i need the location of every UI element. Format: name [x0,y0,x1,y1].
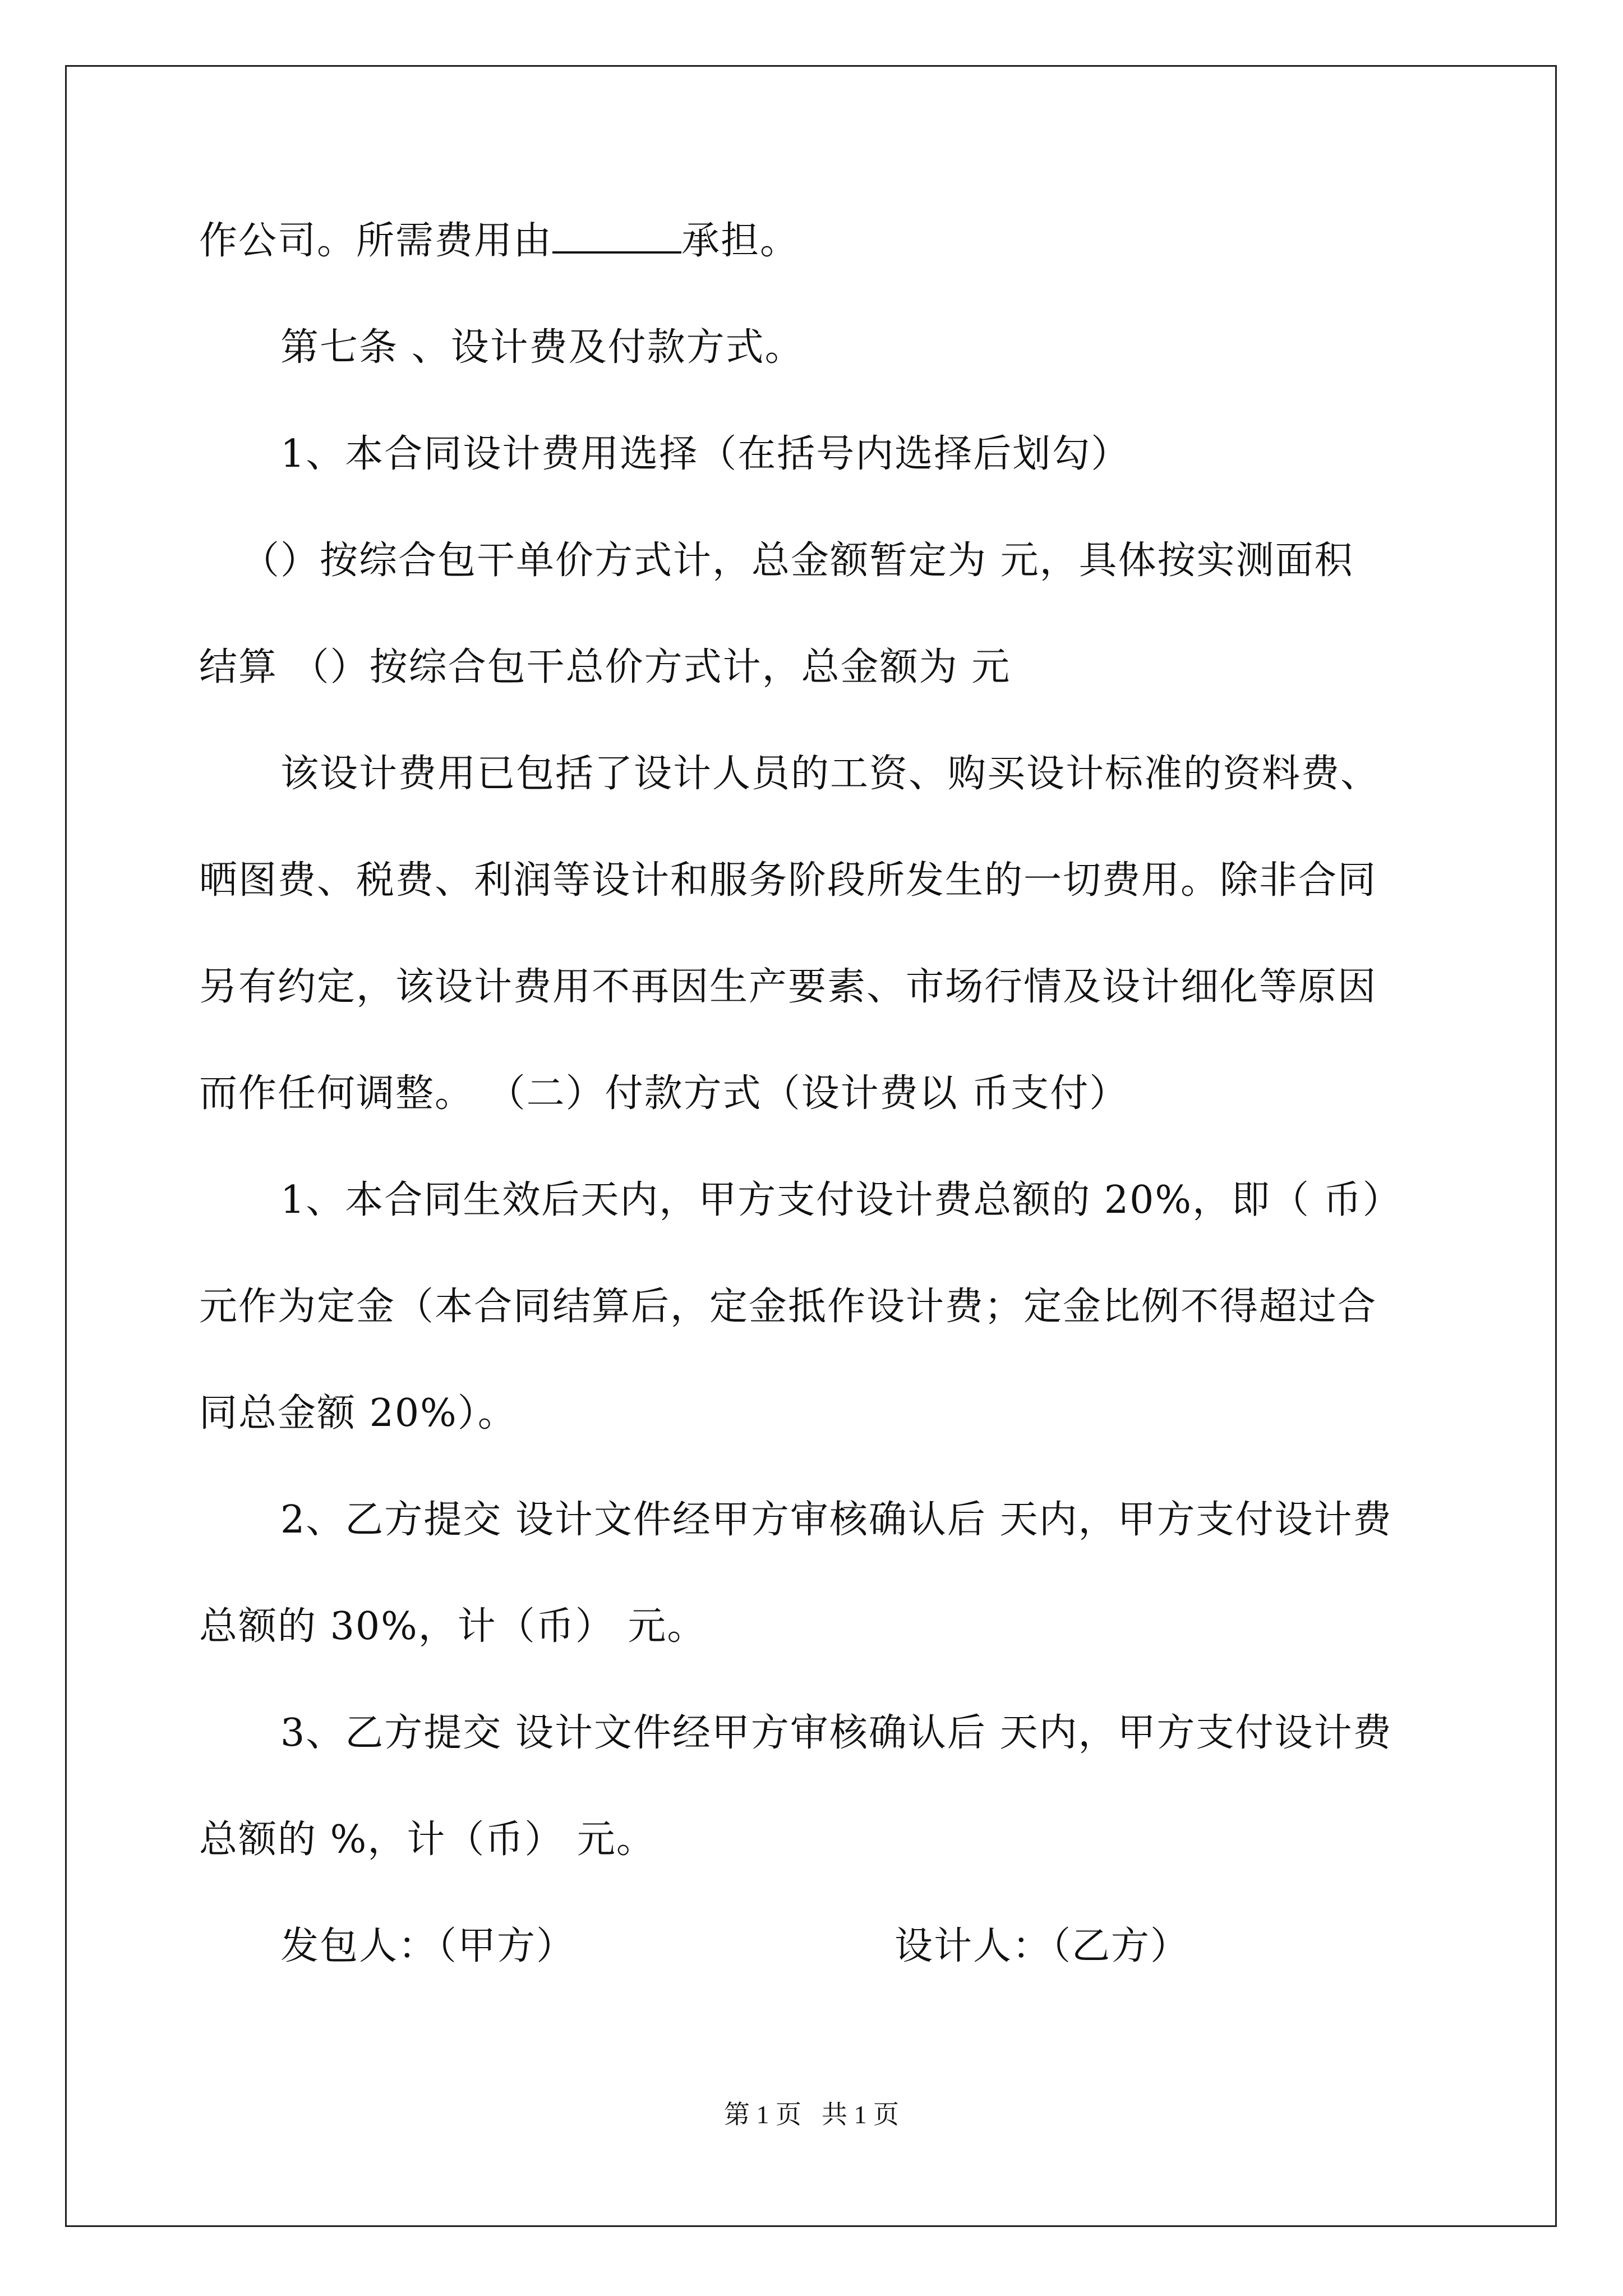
page-footer [0,2098,1623,2132]
fee-option-unit-price: （）按综合包干单价方式计，总金额暂定为 元，具体按实测面积 [241,539,1354,583]
paragraph-line-1 [199,216,799,266]
fee-scope-line-4: 而作任何调整。 （二）付款方式（设计费以 币支付） [199,1071,1129,1116]
fee-selection-heading: 1、本合同设计费用选择（在括号内选择后划勾） [280,432,1131,476]
payment-item-3-line-2: 总额的 %，计（币） 元。 [199,1818,656,1862]
article-7-heading: 第七条 、设计费及付款方式。 [280,325,804,370]
payment-item-2-line-2: 总额的 30%，计（币） 元。 [199,1604,707,1649]
payment-item-2-line-1: 2、乙方提交 设计文件经甲方审核确认后 天内，甲方支付设计费 [280,1498,1393,1542]
line-1-prefix: 作公司。所需费用由 [199,219,553,263]
payment-item-1-line-1: 1、本合同生效后天内，甲方支付设计费总额的 20%，即（ 币） [280,1178,1402,1222]
fee-scope-line-3: 另有约定，该设计费用不再因生产要素、市场行情及设计细化等原因 [199,965,1377,1009]
fee-scope-line-1: 该设计费用已包括了设计人员的工资、购买设计标准的资料费、 [280,752,1380,796]
line-1-suffix: 承担。 [681,219,800,263]
page-number: 第 1 页 [724,2100,801,2129]
fee-scope-line-2: 晒图费、税费、利润等设计和服务阶段所发生的一切费用。除非合同 [199,858,1377,903]
page-total: 共 1 页 [822,2100,899,2129]
payment-item-1-line-2: 元作为定金（本合同结算后，定金抵作设计费；定金比例不得超过合 [199,1285,1377,1329]
signature-party-a: 发包人：（甲方） [280,1924,576,1968]
fee-option-total-price: 结算 （）按综合包干总价方式计，总金额为 元 [199,645,1011,689]
payment-item-3-line-1: 3、乙方提交 设计文件经甲方审核确认后 天内，甲方支付设计费 [280,1711,1393,1755]
signature-party-b: 设计人：（乙方） [895,1924,1190,1968]
page-border [65,65,1557,2227]
fill-in-blank [552,218,681,254]
payment-item-1-line-3: 同总金额 20%）。 [199,1391,517,1435]
